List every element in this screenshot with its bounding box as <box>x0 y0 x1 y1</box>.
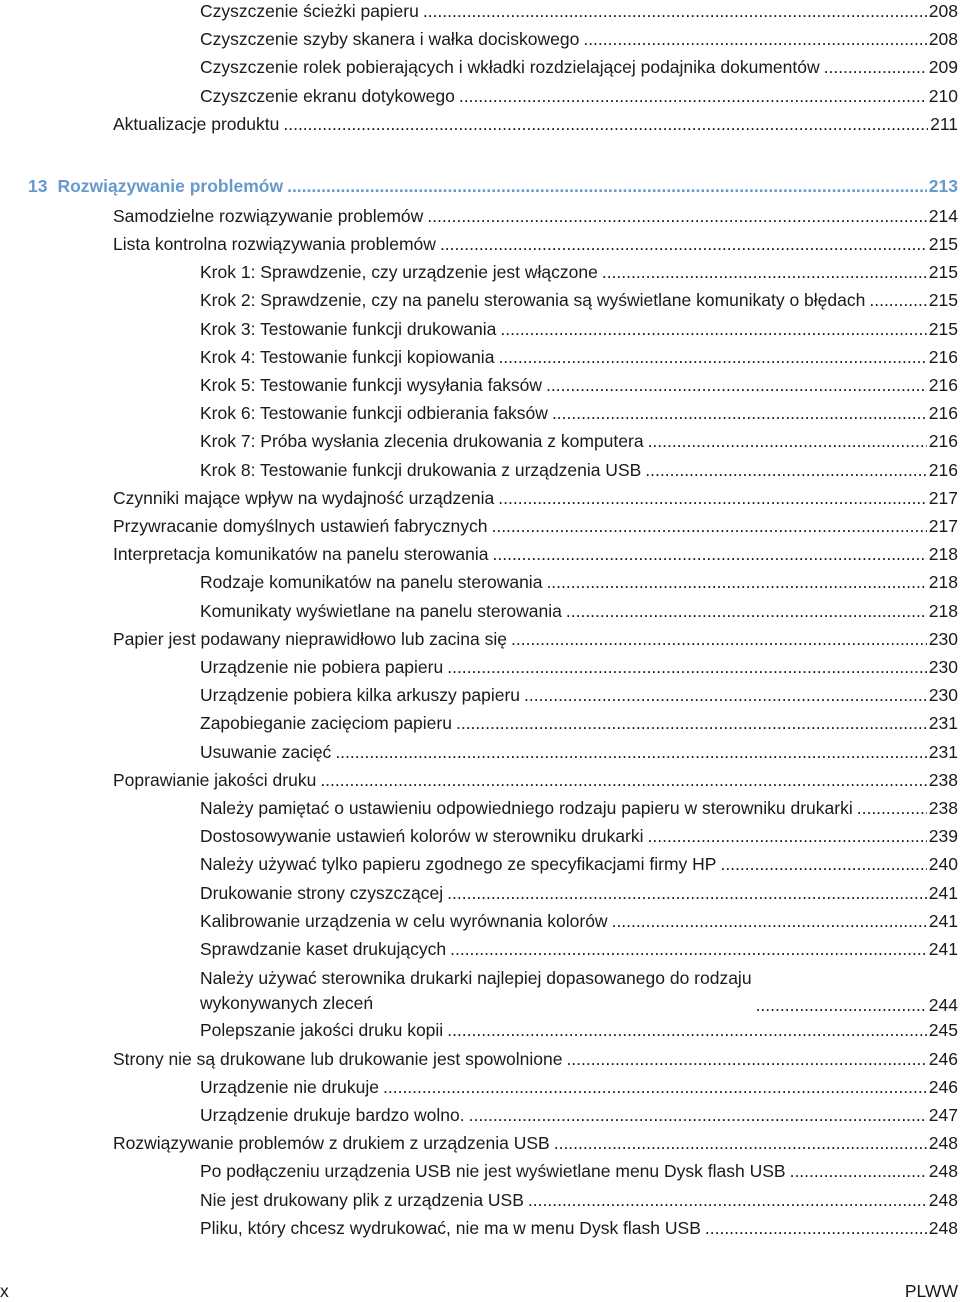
dot-leader <box>566 600 927 622</box>
dot-leader <box>511 628 927 650</box>
dot-leader <box>498 346 926 368</box>
toc-page-number: 215 <box>928 262 958 283</box>
toc-entry[interactable] <box>200 797 958 819</box>
toc-entry-title: Czyszczenie ekranu dotykowego <box>200 85 455 106</box>
toc-page-number: 238 <box>928 798 958 818</box>
toc-entry-title: Urządzenie pobiera kilka arkuszy papieru <box>200 685 521 706</box>
dot-leader <box>554 1132 927 1154</box>
toc-page-number: 217 <box>928 487 958 508</box>
toc-page-number: 211 <box>930 113 958 134</box>
toc-entry-title: Dostosowywanie ustawień kolorów w sterowniku drukarki <box>200 826 644 847</box>
toc-page-number: 231 <box>928 713 958 734</box>
dot-leader <box>383 1076 927 1098</box>
dot-leader <box>648 825 927 847</box>
dot-leader <box>283 113 928 135</box>
toc-entry[interactable] <box>113 233 958 255</box>
toc-entry[interactable] <box>113 1048 958 1070</box>
toc-page-number: 218 <box>928 544 958 565</box>
toc-entry[interactable] <box>200 1076 958 1098</box>
toc-entry[interactable] <box>200 1189 958 1211</box>
toc-entry-title: Samodzielne rozwiązywanie problemów <box>113 205 424 226</box>
toc-entry-title: Urządzenie nie pobiera papieru <box>200 657 444 677</box>
toc-entry[interactable] <box>113 113 958 135</box>
toc-entry[interactable] <box>200 1217 958 1239</box>
toc-entry[interactable] <box>200 712 958 734</box>
toc-entry[interactable] <box>200 28 958 50</box>
toc-page-number: 215 <box>928 290 958 311</box>
dot-leader <box>705 1217 927 1239</box>
dot-leader <box>423 0 927 22</box>
toc-entry[interactable] <box>113 487 958 509</box>
dot-leader <box>528 1189 927 1211</box>
toc-entry-title: Urządzenie drukuje bardzo wolno. <box>200 1105 465 1125</box>
toc-entry[interactable] <box>200 85 958 107</box>
toc-entry-title: Polepszanie jakości druku kopii <box>200 1020 444 1041</box>
toc-entry[interactable] <box>200 656 958 678</box>
toc-entry-title: Nie jest drukowany plik z urządzenia USB <box>200 1189 524 1210</box>
toc-entry-title: Rozwiązywanie problemów z drukiem z urządzenia USB <box>113 1133 550 1154</box>
toc-page-number: 231 <box>928 741 958 762</box>
toc-page-number: 214 <box>928 205 958 226</box>
toc-entry-title: Usuwanie zacięć <box>200 741 332 762</box>
toc-page-number: 216 <box>928 403 958 424</box>
toc-page-number: 215 <box>928 318 958 339</box>
toc-entry[interactable] <box>200 741 958 763</box>
toc-entry[interactable] <box>200 1019 958 1041</box>
toc-entry-title: Krok 5: Testowanie funkcji wysyłania faksów <box>200 375 543 395</box>
toc-entry[interactable] <box>200 1104 958 1126</box>
toc-entry[interactable] <box>113 769 958 791</box>
toc-entry[interactable] <box>200 374 958 396</box>
toc-page-number: 230 <box>928 628 958 649</box>
toc-chapter-entry[interactable] <box>28 175 958 197</box>
toc-page-number: 248 <box>928 1133 958 1154</box>
toc-entry-title: Krok 1: Sprawdzenie, czy urządzenie jest włączone <box>200 262 598 283</box>
toc-entry-title <box>200 966 752 1016</box>
toc-entry-title: Czynniki mające wpływ na wydajność urządzenia <box>113 487 495 508</box>
toc-entry-title: Krok 2: Sprawdzenie, czy na panelu sterowania są wyświetlane komunikaty o błędach <box>200 290 866 311</box>
toc-page-number: 230 <box>928 657 958 677</box>
toc-entry[interactable] <box>200 938 958 960</box>
toc-entry-title: Strony nie są drukowane lub drukowanie jest spowolnione <box>113 1048 563 1069</box>
toc-entry[interactable] <box>113 205 958 227</box>
toc-page-number: 245 <box>928 1020 958 1041</box>
toc-entry[interactable] <box>200 261 958 283</box>
toc-page-number: 247 <box>928 1105 958 1125</box>
toc-page-number: 216 <box>928 459 958 480</box>
toc-page-number: 248 <box>928 1161 958 1182</box>
toc-entry-title: Interpretacja komunikatów na panelu sterowania <box>113 544 489 565</box>
dot-leader <box>790 1160 927 1182</box>
toc-entry-title: Lista kontrolna rozwiązywania problemów <box>113 234 436 254</box>
toc-page-number: 215 <box>928 234 958 254</box>
toc-entry-title: Krok 7: Próba wysłania zlecenia drukowania z komputera <box>200 431 644 452</box>
dot-leader <box>869 289 926 311</box>
toc-entry-title: Kalibrowanie urządzenia w celu wyrównania kolorów <box>200 910 608 931</box>
dot-leader <box>447 656 927 678</box>
toc-entry-title: Należy pamiętać o ustawieniu odpowiedniego rodzaju papieru w sterowniku drukarki <box>200 798 853 818</box>
dot-leader <box>857 797 927 819</box>
dot-leader <box>546 374 927 396</box>
dot-leader <box>493 543 927 565</box>
toc-page-number: 244 <box>928 995 958 1016</box>
toc-entry[interactable] <box>200 1160 958 1182</box>
toc-page-number: 246 <box>928 1076 958 1097</box>
toc-page-number: 246 <box>928 1048 958 1069</box>
toc-page-number: 218 <box>928 572 958 593</box>
toc-page-number: 216 <box>928 431 958 452</box>
toc-entry[interactable] <box>200 571 958 593</box>
toc-page-number: 241 <box>928 939 958 959</box>
dot-leader <box>447 882 927 904</box>
toc-page-number: 230 <box>928 685 958 706</box>
toc-entry[interactable] <box>200 853 958 875</box>
dot-leader <box>440 233 927 255</box>
toc-page-number: 208 <box>928 1 958 21</box>
toc-entry-title: Przywracanie domyślnych ustawień fabrycznych <box>113 516 488 536</box>
dot-leader <box>612 910 927 932</box>
dot-leader <box>645 459 927 481</box>
toc-page-number: 217 <box>928 516 958 536</box>
dot-leader <box>524 684 927 706</box>
dot-leader <box>566 1048 926 1070</box>
toc-entry[interactable] <box>200 910 958 932</box>
toc-entry[interactable] <box>200 600 958 622</box>
dot-leader <box>546 571 926 593</box>
toc-page-number: 241 <box>928 910 958 931</box>
dot-leader <box>450 938 927 960</box>
dot-leader <box>552 402 927 424</box>
toc-entry[interactable] <box>200 459 958 481</box>
dot-leader <box>824 56 927 78</box>
toc-entry[interactable] <box>200 56 958 78</box>
toc-entry[interactable] <box>200 402 958 424</box>
toc-page-number: 210 <box>928 85 958 106</box>
toc-page-number: 208 <box>928 29 958 50</box>
toc-entry[interactable] <box>113 628 958 650</box>
toc-entry-title: Drukowanie strony czyszczącej <box>200 882 444 903</box>
dot-leader <box>469 1104 927 1126</box>
dot-leader <box>427 205 927 227</box>
toc-entry-title: Zapobieganie zacięciom papieru <box>200 713 452 734</box>
toc-page-number: 216 <box>928 375 958 395</box>
toc-entry-title: Czyszczenie szyby skanera i wałka dociskowego <box>200 29 580 50</box>
toc-page-number: 240 <box>928 854 958 875</box>
dot-leader <box>756 994 927 1016</box>
toc-entry-title: Krok 3: Testowanie funkcji drukowania <box>200 318 497 339</box>
toc-entry-title-line: wykonywanych zleceń <box>200 993 374 1014</box>
dot-leader <box>320 769 926 791</box>
toc-page-number: 213 <box>928 175 958 196</box>
dot-leader <box>498 487 927 509</box>
dot-leader <box>287 175 927 197</box>
toc-entry-title: Poprawianie jakości druku <box>113 769 317 790</box>
toc-entry[interactable] <box>200 825 958 847</box>
dot-leader <box>583 28 926 50</box>
toc-entry-title: Należy używać tylko papieru zgodnego ze specyfikacjami firmy HP <box>200 854 717 875</box>
toc-entry-title: Krok 6: Testowanie funkcji odbierania faksów <box>200 403 548 424</box>
toc-entry-title-line: Należy używać sterownika drukarki najlepiej dopasowanego do rodzaju <box>200 968 752 989</box>
dot-leader <box>720 853 926 875</box>
dot-leader <box>602 261 927 283</box>
toc-entry-title: Sprawdzanie kaset drukujących <box>200 939 447 959</box>
toc-entry[interactable] <box>113 543 958 565</box>
toc-entry-title: Czyszczenie rolek pobierających i wkładki rozdzielającej podajnika dokumentów <box>200 57 820 78</box>
toc-entry[interactable] <box>200 0 958 22</box>
dot-leader <box>335 741 926 763</box>
dot-leader <box>459 85 927 107</box>
toc-entry-title: Rodzaje komunikatów na panelu sterowania <box>200 572 543 593</box>
toc-entry-title <box>28 175 283 197</box>
toc-entry[interactable] <box>200 289 958 311</box>
toc-page-number: 238 <box>928 769 958 790</box>
toc-entry-title: Po podłączeniu urządzenia USB nie jest wyświetlane menu Dysk flash USB <box>200 1161 786 1182</box>
toc-entry[interactable] <box>113 515 958 537</box>
toc-entry[interactable] <box>200 346 958 368</box>
toc-entry[interactable] <box>113 1132 958 1154</box>
chapter-title: Rozwiązywanie problemów <box>57 175 284 196</box>
toc-entry-title: Komunikaty wyświetlane na panelu sterowania <box>200 600 562 621</box>
toc-page-number: 218 <box>928 600 958 621</box>
toc-page-number: 248 <box>928 1217 958 1238</box>
dot-leader <box>500 318 926 340</box>
dot-leader <box>456 712 927 734</box>
dot-leader <box>491 515 926 537</box>
toc-entry-title: Krok 4: Testowanie funkcji kopiowania <box>200 346 495 367</box>
toc-entry[interactable] <box>200 966 958 1016</box>
toc-entry-title: Krok 8: Testowanie funkcji drukowania z urządzenia USB <box>200 459 642 480</box>
toc-entry-title: Pliku, który chcesz wydrukować, nie ma w menu Dysk flash USB <box>200 1217 701 1238</box>
toc-entry[interactable] <box>200 882 958 904</box>
toc-page-number: 248 <box>928 1189 958 1210</box>
dot-leader <box>648 430 927 452</box>
toc-entry-title: Papier jest podawany nieprawidłowo lub zacina się <box>113 628 507 649</box>
locale-code: PLWW <box>904 1281 958 1301</box>
toc-page-number: 241 <box>928 882 958 903</box>
toc-entry[interactable] <box>200 430 958 452</box>
toc-entry-title: Urządzenie nie drukuje <box>200 1076 379 1097</box>
toc-entry-title: Czyszczenie ścieżki papieru <box>200 1 419 21</box>
toc-entry[interactable] <box>200 684 958 706</box>
toc-entry[interactable] <box>200 318 958 340</box>
chapter-number: 13 <box>28 175 48 196</box>
toc-page-number: 216 <box>928 346 958 367</box>
dot-leader <box>447 1019 927 1041</box>
toc-entry-title: Aktualizacje produktu <box>113 113 280 134</box>
toc-page-number: 239 <box>928 826 958 847</box>
page-number: x <box>0 1281 9 1301</box>
toc-page-number: 209 <box>928 57 958 78</box>
